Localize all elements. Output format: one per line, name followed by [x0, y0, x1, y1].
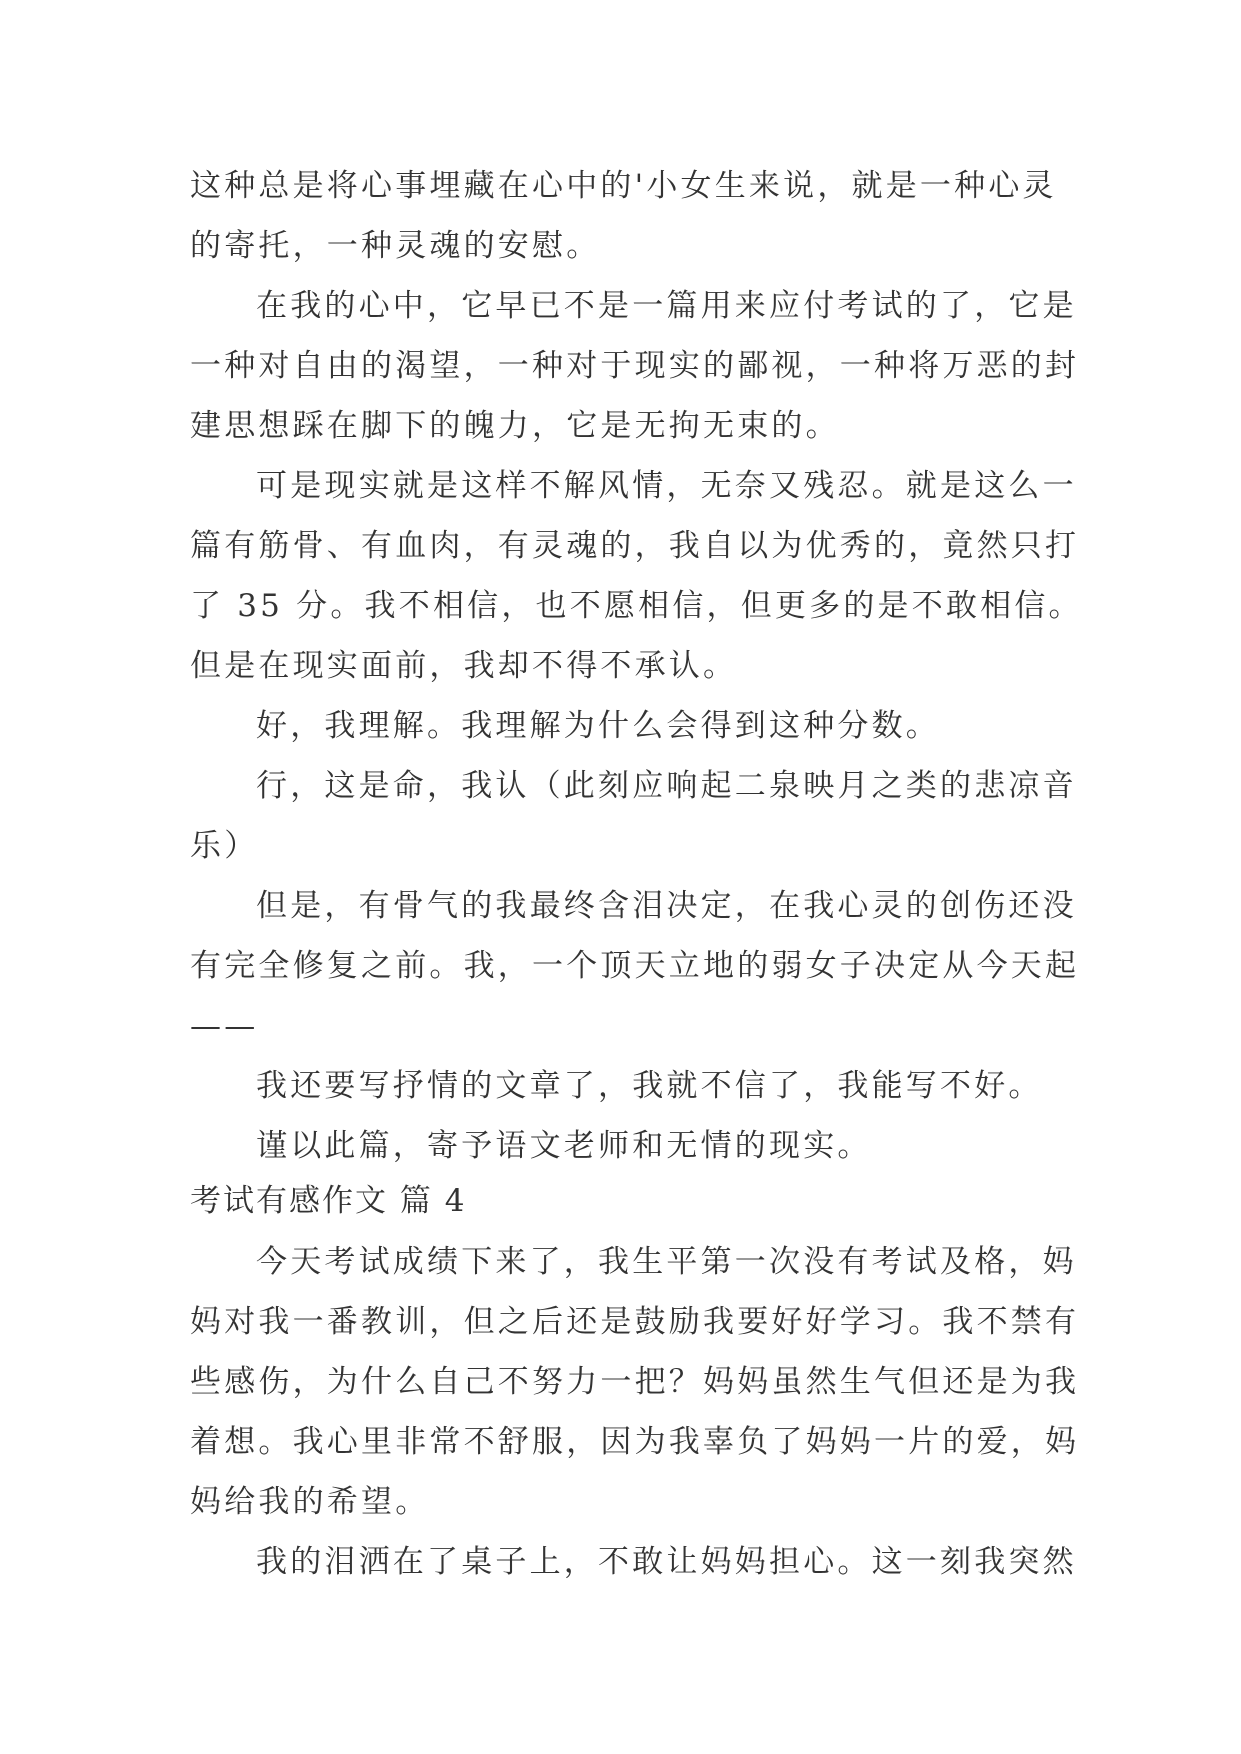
text-line: 妈给我的希望。 — [190, 1484, 430, 1520]
text-line: 好，我理解。我理解为什么会得到这种分数。 — [256, 708, 940, 744]
text-line: 行，这是命，我认（此刻应响起二泉映月之类的悲凉音 — [256, 768, 1077, 804]
text-line: 我的泪洒在了桌子上，不敢让妈妈担心。这一刻我突然 — [256, 1544, 1077, 1580]
text-line: 了 35 分。我不相信，也不愿相信，但更多的是不敢相信。 — [190, 588, 1083, 624]
text-line: 些感伤，为什么自己不努力一把？妈妈虽然生气但还是为我 — [190, 1364, 1080, 1400]
text-line: 的寄托，一种灵魂的安慰。 — [190, 228, 601, 264]
text-line: 篇有筋骨、有血肉，有灵魂的，我自以为优秀的，竟然只打 — [190, 528, 1080, 564]
text-line: —— — [190, 1008, 259, 1044]
text-line: 可是现实就是这样不解风情，无奈又残忍。就是这么一 — [256, 468, 1077, 504]
text-line: 妈对我一番教训，但之后还是鼓励我要好好学习。我不禁有 — [190, 1304, 1080, 1340]
section-heading: 考试有感作文 篇 4 — [190, 1183, 467, 1219]
text-line: 但是在现实面前，我却不得不承认。 — [190, 648, 738, 684]
text-line: 在我的心中，它早已不是一篇用来应付考试的了，它是 — [256, 288, 1077, 324]
text-line: 有完全修复之前。我，一个顶天立地的弱女子决定从今天起 — [190, 948, 1080, 984]
text-line: 但是，有骨气的我最终含泪决定，在我心灵的创伤还没 — [256, 888, 1077, 924]
text-line: 建思想踩在脚下的魄力，它是无拘无束的。 — [190, 408, 840, 444]
text-line: 今天考试成绩下来了，我生平第一次没有考试及格，妈 — [256, 1244, 1077, 1280]
text-line: 一种对自由的渴望，一种对于现实的鄙视，一种将万恶的封 — [190, 348, 1080, 384]
text-line: 乐） — [190, 828, 259, 864]
text-line: 这种总是将心事埋藏在心中的'小女生来说，就是一种心灵 — [190, 168, 1057, 204]
text-line: 谨以此篇，寄予语文老师和无情的现实。 — [256, 1128, 872, 1164]
text-line: 我还要写抒情的文章了，我就不信了，我能写不好。 — [256, 1068, 1043, 1104]
text-line: 着想。我心里非常不舒服，因为我辜负了妈妈一片的爱，妈 — [190, 1424, 1080, 1460]
